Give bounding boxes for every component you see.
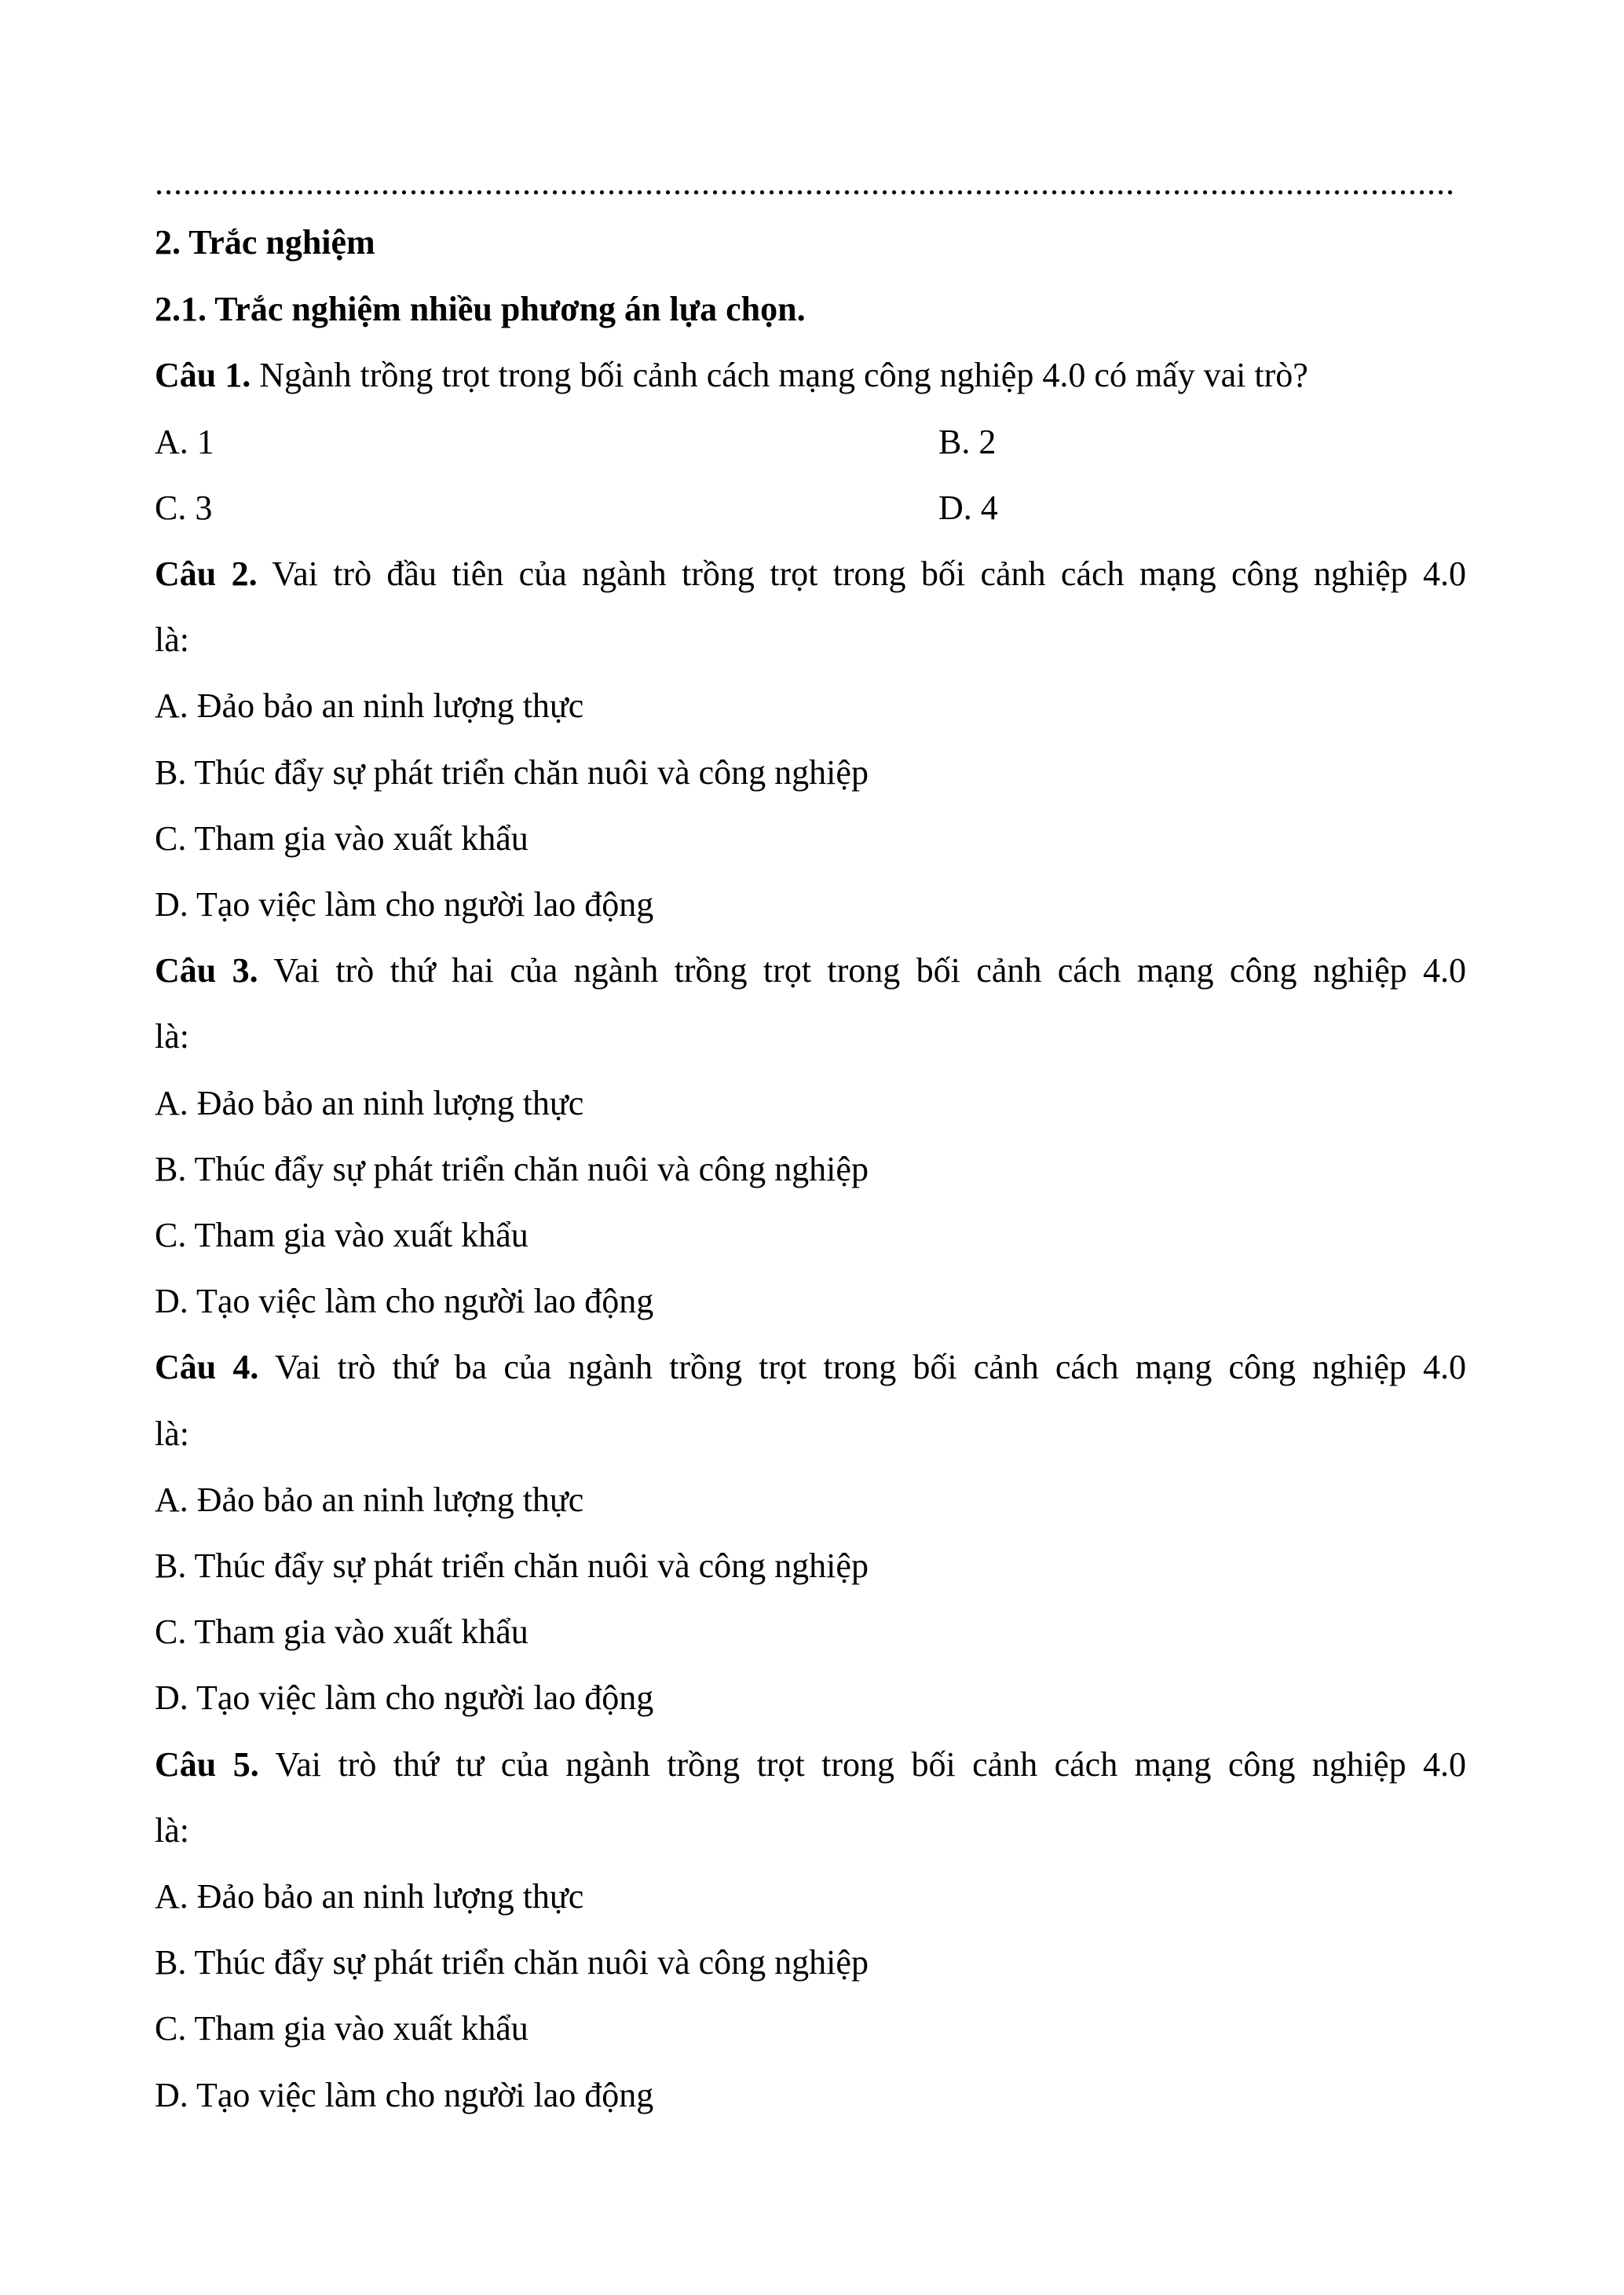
- option-d: D. 4: [938, 489, 998, 527]
- option-c: C. Tham gia vào xuất khẩu: [155, 2009, 529, 2048]
- question-3: [155, 949, 1466, 993]
- question-1: [155, 353, 1490, 397]
- option-d: D. Tạo việc làm cho người lao động: [155, 1678, 654, 1717]
- option-c: C. Tham gia vào xuất khẩu: [155, 1216, 529, 1254]
- option-b: B. 2: [938, 423, 997, 461]
- option-a: A. Đảo bảo an ninh lượng thực: [155, 1084, 584, 1122]
- option-d: D. Tạo việc làm cho người lao động: [155, 2076, 654, 2114]
- option-a: A. Đảo bảo an ninh lượng thực: [155, 686, 584, 725]
- question-5: [155, 1743, 1466, 1787]
- question-label: Câu 1.: [155, 356, 251, 394]
- question-text-cont: là:: [155, 1415, 189, 1453]
- option-b: B. Thúc đẩy sự phát triển chăn nuôi và công nghiệp: [155, 1546, 869, 1585]
- question-label: Câu 4.: [155, 1348, 259, 1386]
- question-text: Vai trò thứ tư của ngành trồng trọt trong bối cảnh cách mạng công nghiệp 4.0: [258, 1745, 1467, 1784]
- question-4: [155, 1345, 1466, 1389]
- option-b: B. Thúc đẩy sự phát triển chăn nuôi và công nghiệp: [155, 753, 869, 792]
- question-text: Vai trò thứ ba của ngành trồng trọt trong bối cảnh cách mạng công nghiệp 4.0: [258, 1348, 1467, 1386]
- option-b: B. Thúc đẩy sự phát triển chăn nuôi và công nghiệp: [155, 1150, 869, 1188]
- question-text: Vai trò thứ hai của ngành trồng trọt trong bối cảnh cách mạng công nghiệp 4.0: [258, 951, 1466, 990]
- option-a: A. Đảo bảo an ninh lượng thực: [155, 1481, 584, 1519]
- dotted-answer-line: ..........................................................................................................................................: [155, 163, 1455, 202]
- section-title: 2. Trắc nghiệm: [155, 223, 375, 262]
- question-text: Ngành trồng trọt trong bối cảnh cách mạng công nghiệp 4.0 có mấy vai trò?: [251, 356, 1308, 394]
- question-label: Câu 2.: [155, 555, 258, 593]
- option-d: D. Tạo việc làm cho người lao động: [155, 1282, 654, 1320]
- option-c: C. Tham gia vào xuất khẩu: [155, 819, 529, 858]
- subsection-title: 2.1. Trắc nghiệm nhiều phương án lựa chọn.: [155, 290, 806, 328]
- question-label: Câu 5.: [155, 1745, 259, 1784]
- question-text-cont: là:: [155, 620, 189, 659]
- option-c: C. Tham gia vào xuất khẩu: [155, 1612, 529, 1651]
- option-b: B. Thúc đẩy sự phát triển chăn nuôi và công nghiệp: [155, 1943, 869, 1982]
- question-2: [155, 552, 1466, 596]
- question-text-cont: là:: [155, 1017, 189, 1056]
- option-a: A. 1: [155, 423, 214, 461]
- option-d: D. Tạo việc làm cho người lao động: [155, 885, 654, 924]
- question-text-cont: là:: [155, 1811, 189, 1850]
- option-a: A. Đảo bảo an ninh lượng thực: [155, 1877, 584, 1916]
- question-label: Câu 3.: [155, 951, 258, 990]
- option-c: C. 3: [155, 489, 213, 527]
- question-text: Vai trò đầu tiên của ngành trồng trọt trong bối cảnh cách mạng công nghiệp 4.0: [257, 555, 1466, 593]
